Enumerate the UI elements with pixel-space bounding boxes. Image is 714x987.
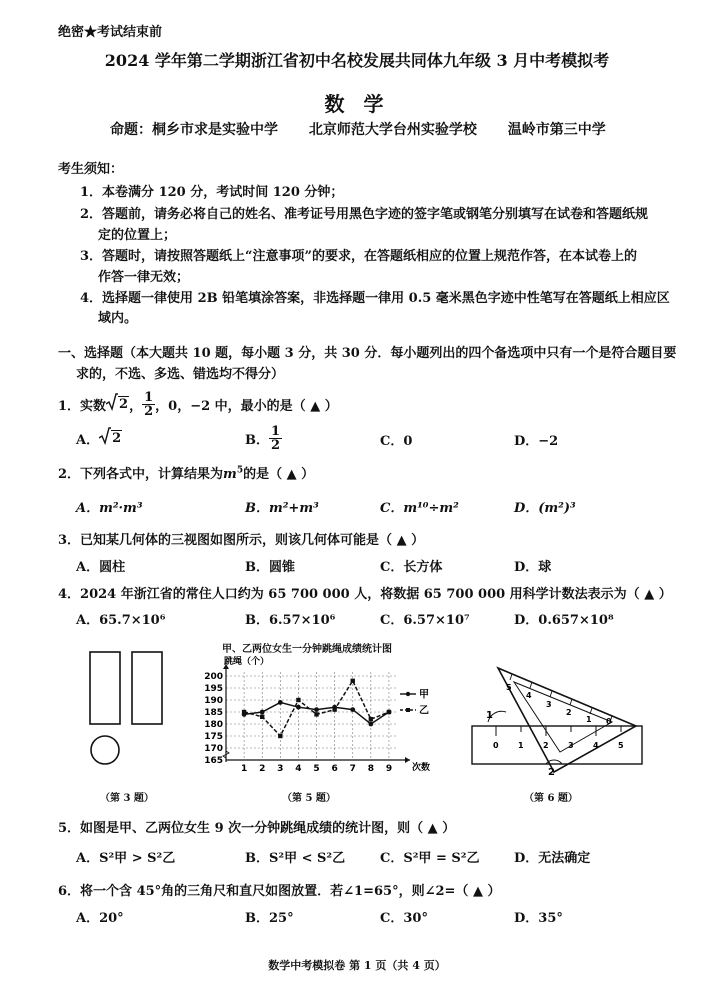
authors-line	[110, 119, 606, 139]
x-tick-label: 6	[331, 764, 338, 774]
chart-legend	[400, 689, 429, 717]
x-tick-label: 2	[259, 764, 266, 774]
author-school-3: 温岭市第三中学	[507, 122, 606, 138]
q1-b-num: 1	[271, 423, 281, 439]
q4-option-c[interactable]: C．6.57×10⁷	[380, 613, 470, 628]
q5-option-d[interactable]: D．无法确定	[514, 851, 591, 866]
q6-option-a[interactable]: A．20°	[76, 911, 124, 926]
y-tick-label: 165	[204, 756, 223, 766]
q4-option-a[interactable]: A．65.7×10⁶	[76, 613, 166, 628]
data-point-yi	[314, 712, 318, 716]
question-2	[58, 463, 314, 482]
q2-base: m	[223, 467, 237, 482]
ruler-tick-3: 3	[568, 741, 574, 750]
q3-option-a[interactable]: A．圆柱	[76, 560, 126, 575]
top-view-circle	[91, 736, 119, 764]
q2-option-d[interactable]: D．(m²)³	[514, 501, 576, 516]
data-point-yi	[369, 717, 373, 721]
exam-title: 2024 学年第二学期浙江省初中名校发展共同体九年级 3 月中考模拟考	[104, 51, 610, 70]
q1-option-d[interactable]: D．−2	[514, 434, 559, 449]
x-tick-label: 8	[367, 764, 374, 774]
q2-option-c[interactable]: C．m¹⁰÷m²	[380, 501, 459, 516]
q2-exponent: 5	[236, 465, 244, 476]
sqrt-symbol	[99, 427, 111, 449]
chart-title: 甲、乙两位女生一分钟跳绳成绩统计图	[222, 644, 392, 655]
q5-option-c[interactable]: C．S²甲 = S²乙	[380, 851, 480, 866]
data-point-jia	[350, 707, 355, 712]
triangle-tick-3: 3	[546, 700, 552, 709]
q2-option-b[interactable]: B．m²+m³	[245, 501, 319, 516]
figure-6-caption: （第 6 题）	[524, 793, 578, 804]
q1-option-b[interactable]	[245, 420, 282, 456]
q2-option-a[interactable]: A．m²·m³	[76, 501, 143, 516]
x-tick-label: 9	[385, 764, 393, 774]
section-heading-cont: 求的，不选、多选、错选均不得分）	[76, 367, 285, 382]
page-footer: 数学中考模拟卷 第 1 页（共 4 页）	[268, 959, 446, 972]
notice-item-1: 1．本卷满分 120 分，考试时间 120 分钟；	[80, 185, 344, 200]
legend-label: 甲	[419, 689, 429, 701]
q6-option-d[interactable]: D．35°	[514, 911, 563, 926]
data-point-yi	[387, 710, 391, 714]
q1-fraction	[142, 391, 155, 418]
section-heading: 一、选择题（本大题共 10 题，每小题 3 分，共 30 分．每小题列出的四个备选项中只有一个是符合题目要	[58, 346, 677, 361]
q1-b-den: 2	[271, 437, 281, 453]
triangle-tick-5: 5	[506, 683, 512, 692]
y-tick-label: 185	[204, 708, 223, 718]
figure-5-line-chart	[192, 654, 447, 779]
y-tick-label: 175	[204, 732, 223, 742]
notice-item-4: 4．选择题一律使用 2B 铅笔填涂答案，非选择题一律用 0.5 毫米黑色字迹中性笔写在答题纸上相应区	[80, 291, 670, 306]
x-tick-label: 5	[313, 764, 320, 774]
confidential-label: 绝密★考试结束前	[58, 25, 163, 40]
x-tick-label: 4	[295, 764, 302, 774]
ruler-tick-2: 2	[543, 741, 549, 750]
q1-prefix: 1．实数	[58, 398, 107, 414]
x-axis-label: 次数	[412, 763, 431, 773]
q1-option-c[interactable]: C．0	[380, 434, 413, 449]
q4-option-d[interactable]: D．0.657×10⁸	[514, 613, 614, 628]
data-point-yi	[351, 679, 355, 683]
q1-b-label: B．	[245, 432, 269, 448]
question-5: 5．如图是甲、乙两位女生 9 次一分钟跳绳成绩的统计图，则（ ▲ ）	[58, 821, 456, 836]
sqrt-symbol	[106, 393, 118, 415]
legend-marker	[406, 692, 410, 696]
q3-option-b[interactable]: B．圆锥	[245, 560, 295, 575]
q6-option-c[interactable]: C．30°	[380, 911, 428, 926]
q1-rest: ，0，−2 中，最小的是（ ▲ ）	[155, 398, 338, 414]
question-1	[58, 384, 338, 424]
triangle-tick-0: 0	[606, 717, 612, 726]
author-school-1: 桐乡市求是实验中学	[152, 122, 278, 138]
q3-option-c[interactable]: C．长方体	[380, 560, 443, 575]
y-tick-label: 190	[204, 696, 223, 706]
q4-option-b[interactable]: B．6.57×10⁶	[245, 613, 336, 628]
data-point-jia	[314, 707, 319, 712]
figure-5-caption: （第 5 题）	[282, 793, 336, 804]
figure-6-ruler-triangle	[466, 660, 646, 780]
question-6: 6．将一个含 45°角的三角尺和直尺如图放置．若∠1=65°，则∠2=（ ▲ ）	[58, 884, 501, 899]
y-axis-label: 跳绳（个）	[224, 657, 270, 667]
data-point-jia	[278, 700, 283, 705]
notice-item-2: 2．答题前，请务必将自己的姓名、准考证号用黑色字迹的签字笔或钢笔分别填写在试卷和答题纸规	[80, 207, 649, 222]
q6-option-b[interactable]: B．25°	[245, 911, 294, 926]
figure-3-caption: （第 3 题）	[100, 793, 154, 804]
data-point-yi	[242, 710, 246, 714]
notice-item-2-cont: 定的位置上；	[98, 228, 177, 243]
authors-label: 命题：	[110, 122, 152, 138]
legend-marker	[406, 708, 410, 712]
x-tick-label: 7	[349, 764, 356, 774]
author-school-2: 北京师范大学台州实验学校	[308, 122, 477, 138]
data-point-yi	[278, 734, 282, 738]
x-axis-arrow	[405, 757, 410, 763]
data-point-jia	[368, 722, 373, 727]
q1-separator: ，	[129, 398, 143, 414]
angle-1-label: 1	[486, 710, 493, 721]
q1-a-sqrt-arg: 2	[112, 431, 122, 446]
angle-2-label: 2	[548, 767, 555, 778]
notice-item-4-cont: 域内。	[98, 311, 138, 326]
data-point-jia	[260, 710, 265, 715]
question-4: 4．2024 年浙江省的常住人口约为 65 700 000 人，将数据 65 700 000 用科学计数法表示为（ ▲ ）	[58, 587, 672, 602]
figure-3-three-views	[84, 648, 184, 768]
y-tick-label: 170	[204, 744, 223, 754]
q1-b-fraction	[269, 425, 282, 452]
data-point-yi	[332, 707, 336, 711]
q1-sqrt-arg: 2	[119, 397, 129, 412]
q1-option-a[interactable]	[76, 426, 122, 450]
triangle-tick-4: 4	[526, 691, 532, 700]
front-view-rect	[90, 652, 120, 724]
data-point-jia	[296, 705, 301, 710]
data-point-yi	[296, 698, 300, 702]
q5-option-a[interactable]: A．S²甲 > S²乙	[76, 851, 176, 866]
side-view-rect	[132, 652, 162, 724]
legend-label: 乙	[419, 705, 429, 717]
q1-frac-den: 2	[144, 403, 154, 419]
x-tick-label: 3	[277, 764, 284, 774]
y-tick-label: 180	[204, 720, 223, 730]
q2-suffix: 的是（ ▲ ）	[243, 467, 315, 482]
notice-item-3-cont: 作答一律无效；	[98, 270, 190, 285]
ruler-tick-1: 1	[518, 741, 524, 750]
q5-option-b[interactable]: B．S²甲 < S²乙	[245, 851, 346, 866]
subject-title: 数 学	[324, 92, 390, 116]
ruler-tick-5: 5	[618, 741, 624, 750]
q3-option-d[interactable]: D．球	[514, 560, 552, 575]
notice-item-3: 3．答题时，请按照答题纸上“注意事项”的要求，在答题纸相应的位置上规范作答，在本试卷上的	[80, 249, 638, 264]
q1-frac-num: 1	[144, 389, 154, 405]
y-tick-label: 200	[204, 672, 223, 682]
q1-a-label: A．	[76, 432, 100, 448]
triangle-tick-2: 2	[566, 708, 572, 717]
chart-grid	[226, 672, 398, 760]
ruler-tick-0: 0	[493, 741, 499, 750]
y-tick-label: 195	[204, 684, 223, 694]
q2-prefix: 2．下列各式中，计算结果为	[58, 467, 224, 482]
x-tick-label: 1	[240, 764, 248, 774]
triangle-tick-1: 1	[586, 715, 592, 724]
ruler-tick-4: 4	[593, 741, 599, 750]
data-point-yi	[260, 715, 264, 719]
question-3: 3．已知某几何体的三视图如图所示，则该几何体可能是（ ▲ ）	[58, 533, 425, 548]
notice-heading: 考生须知：	[58, 162, 124, 177]
